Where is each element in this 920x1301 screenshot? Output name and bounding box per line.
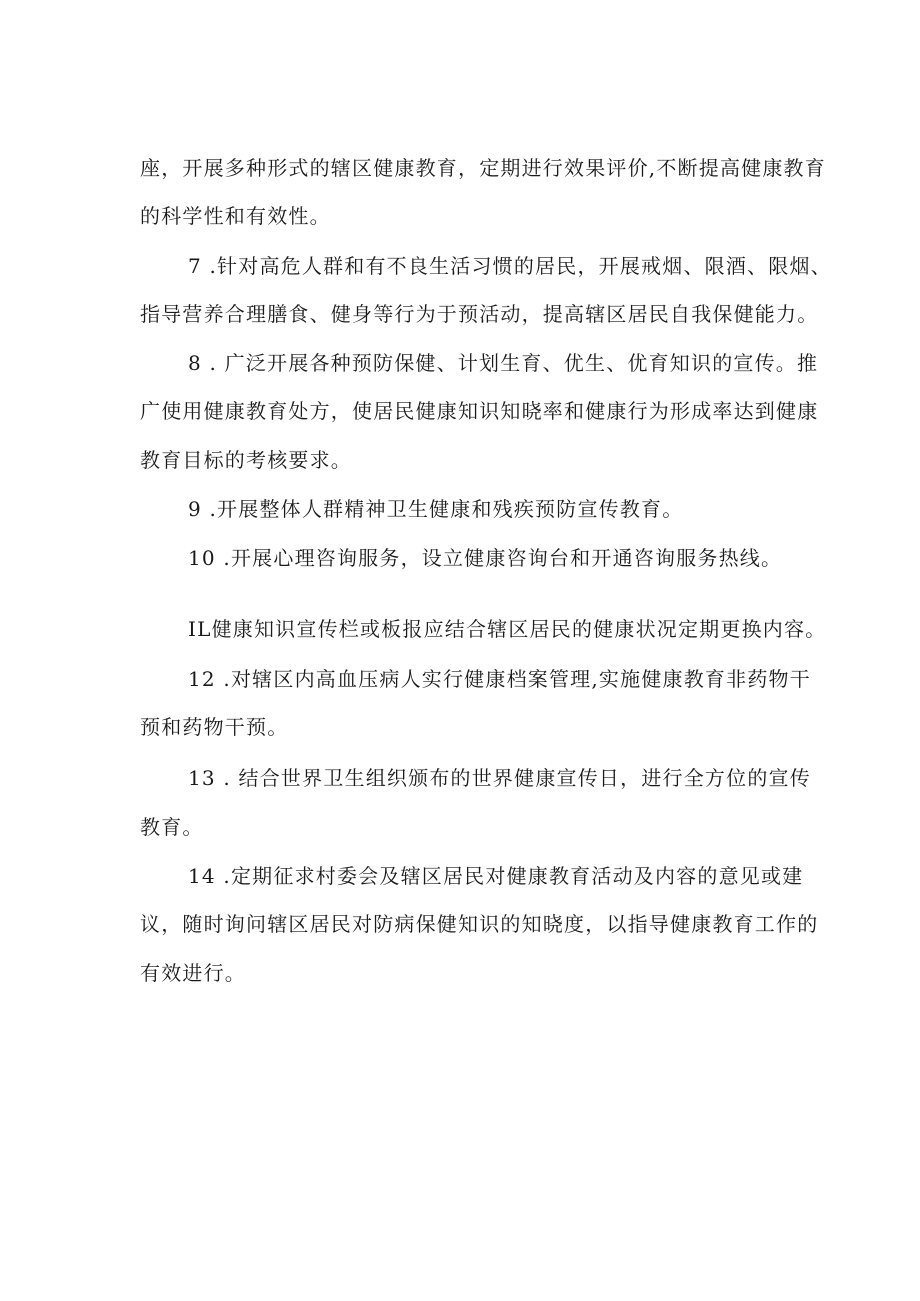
text-line: 指导营养合理膳食、健身等行为于预活动，提高辖区居民自我保健能力。 (140, 302, 819, 326)
text-line: 8 . 广泛开展各种预防保健、计划生育、优生、优育知识的宣传。推 (188, 351, 819, 375)
text-line: 教育。 (140, 815, 204, 839)
text-line: 9 .开展整体人群精神卫生健康和残疾预防宣传教育。 (188, 497, 684, 521)
text-line: 14 .定期征求村委会及辖区居民对健康教育活动及内容的意见或建 (188, 864, 804, 888)
text-line: 议，随时询问辖区居民对防病保健知识的知晓度，以指导健康教育工作的 (140, 912, 819, 936)
text-line: 教育目标的考核要求。 (140, 448, 352, 472)
text-line: 座，开展多种形式的辖区健康教育，定期进行效果评价,不断提高健康教育 (140, 156, 826, 180)
text-line: 13 . 结合世界卫生组织颁布的世界健康宣传日，进行全方位的宣传 (188, 766, 811, 790)
text-line: 10 .开展心理咨询服务，设立健康咨询台和开通咨询服务热线。 (188, 546, 783, 570)
text-line: 有效进行。 (140, 961, 246, 985)
text-line: IL健康知识宣传栏或板报应结合辖区居民的健康状况定期更换内容。 (188, 617, 827, 641)
text-line: 的科学性和有效性。 (140, 204, 331, 228)
text-line: 12 .对辖区内高血压病人实行健康档案管理,实施健康教育非药物干 (188, 667, 811, 691)
text-line: 广使用健康教育处方，使居民健康知识知晓率和健康行为形成率达到健康 (140, 399, 819, 423)
text-line: 预和药物干预。 (140, 715, 289, 739)
text-line: 7 .针对高危人群和有不良生活习惯的居民，开展戒烟、限酒、限烟、 (188, 254, 832, 278)
